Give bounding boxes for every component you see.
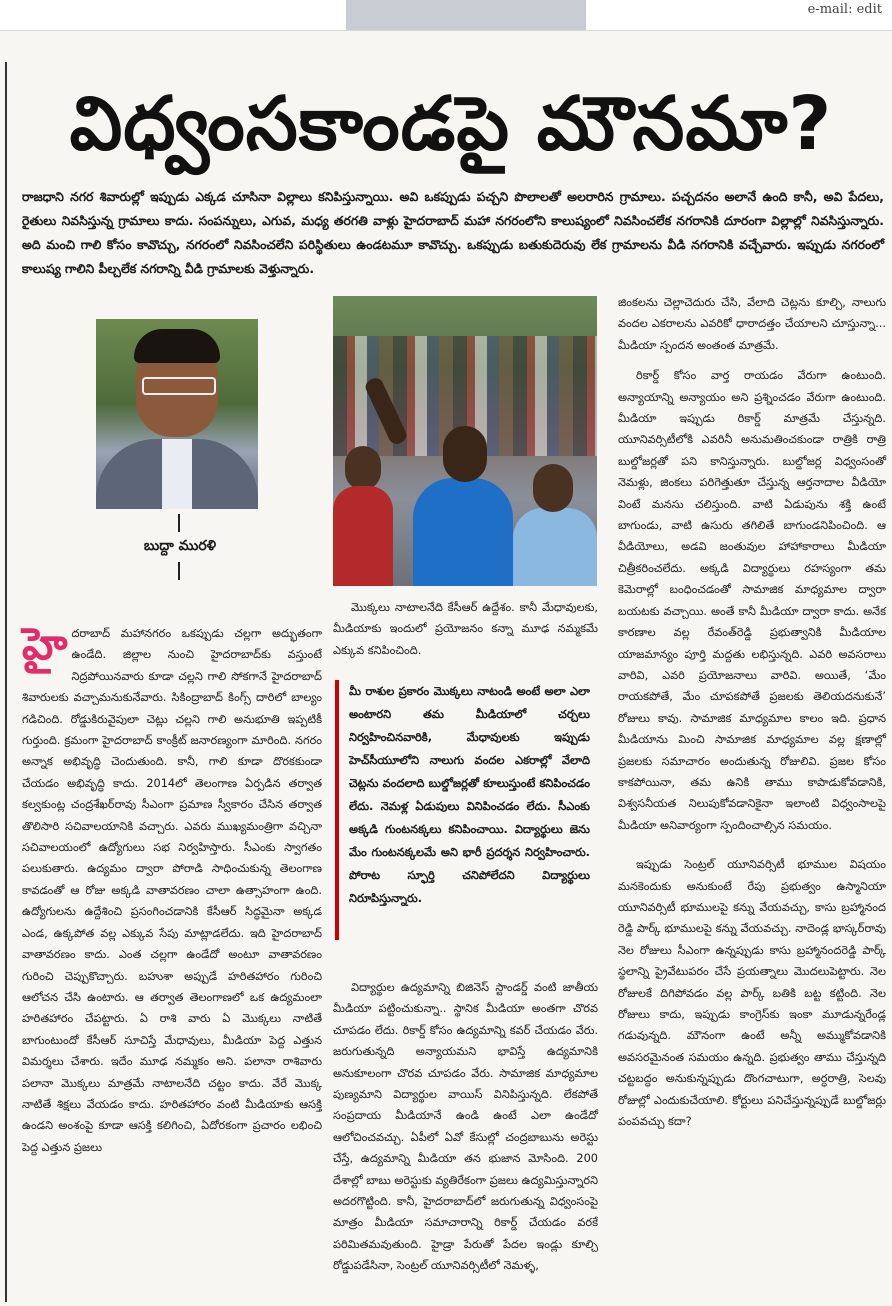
column-3-paragraph-1: జింకలను చెల్లాచెదురు చేసి, వేలాది చెట్లను కూల్చి, నాలుగు వందల ఎకరాలను ఎవరికో ధారాదత్తం చేయాలని చూస్తున్నా... మీడియా స్పందన అంతంత మాత్రమే. bbox=[618, 296, 886, 352]
column-2-paragraph-1: మొక్కలు నాటాలనేది కేసీఆర్ ఉద్దేశం. కానీ మేధావులకు, మీడియాకు ఇందులో ప్రయోజనం కన్నా మూఢ నమ్మకమే ఎక్కువ కనిపించింది. bbox=[333, 601, 598, 657]
author-glasses-shape bbox=[142, 377, 216, 395]
column-2-paragraph-2: విద్యార్థుల ఉద్యమాన్ని బిజినెస్ స్టాండర్డ్ వంటి జాతీయ మీడియా పట్టించుకున్నా.. స్థానిక మీడియా అంతగా చొరవ చూపడం లేదు. రికార్డ్ కోసం ఉద్యమాన్ని కవర్ చేయడం వేరు. జరుగుతున్నది అన్యాయమని భావిస్తే ఉద్యమానికి అనుకూలంగా చొరవ చూపడం వేరు. సామాజిక మాధ్యమాల పుణ్యమాని విద్యార్థుల వాయిస్ వినిపిస్తున్నది. లేకపోతే సంప్రదాయ మీడియానే ఉండి ఉంటే ఎలా ఉండేదో ఆలోచించవచ్చు. ఏపీలో ఏవో కేసుల్లో చంద్రబాబును అరెస్టు చేస్తే, ఉద్యమాన్ని మీడియా తన భుజాన మోసింది. 200 దేశాల్లో బాబు అరెస్టుకు వ్యతిరేకంగా ప్రజలు ఉద్యమిస్తున్నారని అదరగొట్టింది. కానీ, హైదరాబాద్‌లో జరుగుతున్న విధ్వంసంపై మాత్రం మీడియా సమాచారాన్ని రికార్డ్ చేయడం వరకే పరిమితమవుతుంది. హైడ్రా పేరుతో పేదల ఇండ్లు కూల్చి రోడ్డుపడేసినా, సెంట్రల్ యూనివర్సిటీలో నెమళ్ళ, bbox=[333, 981, 598, 1273]
header-band bbox=[346, 0, 586, 30]
author-byline: బుద్దా మురళి bbox=[143, 538, 217, 554]
article-headline: విధ్వంసకాండపై మౌనమా? bbox=[69, 81, 833, 167]
column-1 bbox=[22, 619, 322, 1167]
column-3-paragraph-3: ఇప్పుడు సెంట్రల్ యూనివర్సిటీ భూముల విషయం మనకెందుకు అనుకుంటే రేపు ప్రభుత్వం ఉస్మానియా యూనివర్సిటీ భూములపై కన్ను వేయవచ్చు, కాసు బ్రహ్మానంద రెడ్డి పార్క్ భూములపై కన్ను వేయవచ్చు. నాదెండ్ల భాస్కర్‌రావు నెల రోజులు సీఎంగా ఉన్నప్పుడు కాసు బ్రహ్మానందరెడ్డి పార్క్ స్థలాన్ని ప్రైవేటుపరం చేసే ప్రయత్నాలు మొదలుపెట్టారు. నెల రోజులకే దిగిపోవడం వల్ల పార్క్ బతికి బట్ట కట్టింది. నెల రోజులు కాదు, ఇప్పుడు కాంగ్రెస్‌కు ఇంకా మూడున్నరేండ్ల గడువున్నది. మౌనంగా ఉంటే అన్నీ అమ్ముకోవడానికి అవసరమైనంత సమయం ఉన్నది. ప్రభుత్వం తాము చేస్తున్నది చట్టబద్ధం అనుకున్నప్పుడు దొంగచాటుగా, అర్ధరాత్రి, సెలవు రోజుల్లో ఎందుకుచేయాలి. కోర్టులు పనిచేస్తున్నప్పుడే బుల్డోజర్లు పంపవచ్చు కదా? bbox=[618, 858, 886, 1129]
top-strip bbox=[0, 0, 892, 31]
email-line: e-mail: edit bbox=[807, 2, 882, 17]
highlight-box-text: మీ రాశుల ప్రకారం మొక్కలు నాటండి అంటే అలా ఎలా అంటారని తమ మీడియాలో చర్చలు నిర్వహించినవారికి, మేధావులకు ఇప్పుడు హెచ్‌సీయూలోని నాలుగు వందల ఎకరాల్లో వేలాది చెట్లను వందలాది బుల్డోజర్లతో కూలుస్తుంటే కనిపించడం లేదు. నెమళ్ల ఏడుపులు వినిపించడం లేదు. సీఎంకు అక్కడి గుంటనక్కలు కనిపించాయి. విద్యార్థులు జెను మేం గుంటనక్కలమే అని భారీ ప్రదర్శన నిర్వహించారు. పోరాట స్ఫూర్తి చనిపోలేదని విద్యార్థులు నిరూపిస్తున్నారు. bbox=[349, 684, 590, 905]
drop-cap: హై bbox=[22, 619, 68, 670]
author-hair-shape bbox=[134, 329, 220, 363]
protester-right bbox=[513, 464, 597, 586]
byline-rule-bottom bbox=[178, 562, 180, 580]
protest-photo bbox=[333, 296, 597, 586]
left-column-rule bbox=[5, 62, 7, 1302]
author-shirt-shape bbox=[162, 439, 192, 509]
column-1-paragraph bbox=[22, 619, 322, 1158]
highlight-box bbox=[335, 680, 590, 940]
byline-rule-top bbox=[178, 514, 180, 532]
column-1-text: దరాబాద్ మహానగరం ఒకప్పుడు చల్లగా అద్భుతంగా ఉండేది. జిల్లాల నుంచి హైదరాబాద్‌కు వస్తుంటే నిద్రపోయినవారు కూడా చల్లని గాలి సోకగానే హైదరాబాద్ శివారులకు వచ్చామనుకునేవారు. సికింద్రాబాద్ కింగ్స్ దారిలో బాల్యం గడిచింది. రోడ్డుకిరువైపులా చెట్లు చల్లని గాలి అనుభూతి ఇప్పటికీ గుర్తుంది. క్రమంగా హైదరాబాద్ కాంక్రీట్ జనారణ్యంగా మారింది. నగరం అన్నాక అభివృద్ధి చెందుతుంది. కానీ, గాలి కూడా దొరకకుండా చేయడం అభివృద్ధి కాదు. 2014లో తెలంగాణ ఏర్పడిన తర్వాత కల్వకుంట్ల చంద్రశేఖర్‌రావు సీఎంగా ప్రమాణ స్వీకారం చేసిన తర్వాత తొలిసారి సచివాలయానికి వచ్చారు. ఎవరు ముఖ్యమంత్రిగా వచ్చినా సచివాలయంలో ఉద్యోగులు సభ నిర్వహిస్తారు. సీఎంకు స్వాగతం పలుకుతారు. ఉద్యమం ద్వారా పోరాడి సాధించుకున్న తెలంగాణ కావడంతో ఆ రోజు అక్కడి వాతావరణం చాలా ఉత్సాహంగా ఉంది. ఉద్యోగులను ఉద్దేశించి ప్రసంగించడానికి కేసీఆర్ సిద్ధమైనా అక్కడ ఎండ, ఉక్కపోత వల్ల ఎక్కువ సేపు మాట్లాడలేదు. ఇది హైదరాబాద్ వాతావరణం కాదు. ఎంత చల్లగా ఉండేదో అంటూ వాతావరణం గురించి చెప్పుకొచ్చారు. బహుశా అప్పుడే హరితహారం గురించి ఆలోచన చేసి ఉంటారు. ఆ తర్వాత తెలంగాణలో ఒక ఉద్యమంలా హరితహారం చేపట్టారు. ఏ రాశి వారు ఏ మొక్కలు నాటితే బాగుంటుందో కేసీఆర్ సూచిస్తే మేధావులు, మీడియా పెద్ద ఎత్తున విమర్శలు చేశారు. ఇదేం మూఢ నమ్మకం అని. పలానా రాశివారు పలానా మొక్కలు మాత్రమే నాటాలనేది చట్టం కాదు. వేరే మొక్క నాటితే శిక్షలు వేయడం కాదు. హరితహారం వంటి మీడియాకు ఆసక్తి ఉండని అంశంపై కూడా ఆసక్తి కలిగించి, ఏదోరకంగా ప్రచారం లభించి పెద్ద ఎత్తున ప్రజలు bbox=[22, 627, 322, 1154]
article-intro: రాజధాని నగర శివారుల్లో ఇప్పుడు ఎక్కడ చూసినా విల్లాలు కనిపిస్తున్నాయి. అవి ఒకప్పుడు పచ్చని పొలాలతో అలరారిన గ్రామాలు. పచ్చదనం అలానే ఉంది కానీ, అవి పేదలు, రైతులు నివసిస్తున్న గ్రామాలు కాదు. సంపన్నులు, ఎగువ, మధ్య తరగతి వాళ్లు హైదరాబాద్ మహా నగరంలోని కాలుష్యంలో నివసించలేక నగరానికి దూరంగా విల్లాల్లో నివసిస్తున్నారు. అది మంచి గాలి కోసం కావొచ్చు, నగరంలో నివసించలేని పరిస్థితులు ఉండటమూ కావొచ్చు. ఒకప్పుడు బతుకుదెరువు లేక గ్రామాలను వీడి నగరానికి వచ్చేవారు. ఇప్పుడు నగరంలో కాలుష్య గాలిని పీల్చలేక నగరాన్ని వీడి గ్రామాలకు వెళ్తున్నారు. bbox=[22, 189, 884, 276]
protester-left bbox=[333, 446, 393, 586]
column-3 bbox=[618, 292, 886, 1141]
author-photo bbox=[96, 319, 258, 509]
column-3-paragraph-2: రికార్డ్ కోసం వార్త రాయడం వేరుగా ఉంటుంది. అన్యాయాన్ని అన్యాయం అని ప్రశ్నించడం వేరుగా ఉంటుంది. మీడియా ఇప్పుడు రికార్డ్ మాత్రమే చేస్తున్నది. యూనివర్సిటీలోకి ఎవరినీ అనుమతించకుండా రాత్రికి రాత్రి బుల్డోజర్లతో పని కానిస్తున్నారు. బుల్డోజర్ల విధ్వంసంతో నెమళ్లు, జింకలు పరిగెత్తుతూ చేస్తున్న ఆర్తనాదాల వీడియో వింటే మనసు చలిస్తుంది. వాటి ఏడుపును శక్తి ఉంటే బాగుండు, వాటి ఉసురు తగిలితే బాగుండనిపించింది. ఆ వీడియోలు, అడవి జంతువుల హాహాకారాలు మీడియా చిత్రీకరించలేదు. అక్కడి విద్యార్థులు రహస్యంగా తమ కెమెరాల్లో బంధించడంతో సామాజిక మాధ్యమాల ద్వారా బయటకు వచ్చాయి. అంతే కానీ మీడియా ద్వారా కాదు. అనేక కారణాల వల్ల రేవంత్‌రెడ్డి ప్రభుత్వానికి మీడియాల యాజమాన్యం పూర్తి మద్దతు లభిస్తున్నది. ఎవరి అవసరాలు వారివి, ఎవరి ప్రయోజనాలు వారివి. అయితే, ‘మేం రాయకపోతే, మేం చూపకపోతే ప్రజలకు తెలియదనుకునే’ రోజులు కావు. సామాజిక మాధ్యమాల కాలం ఇది. ప్రధాన మీడియాను మించి సామాజిక మాధ్యమాల వల్ల క్షణాల్లో ప్రజలకు సమాచారం అందుతున్న రోజులివి. ప్రజల కోసం కాకపోయినా, తమ ఉనికి తాము కాపాడుకోవడానికి, విశ్వసనీయత నిలుపుకోవడానికైనా ఇలాంటి విధ్వంసాలపై మీడియా అనివార్యంగా స్పందించాల్సిన సమయం. bbox=[618, 369, 886, 832]
protester-center bbox=[413, 426, 513, 586]
